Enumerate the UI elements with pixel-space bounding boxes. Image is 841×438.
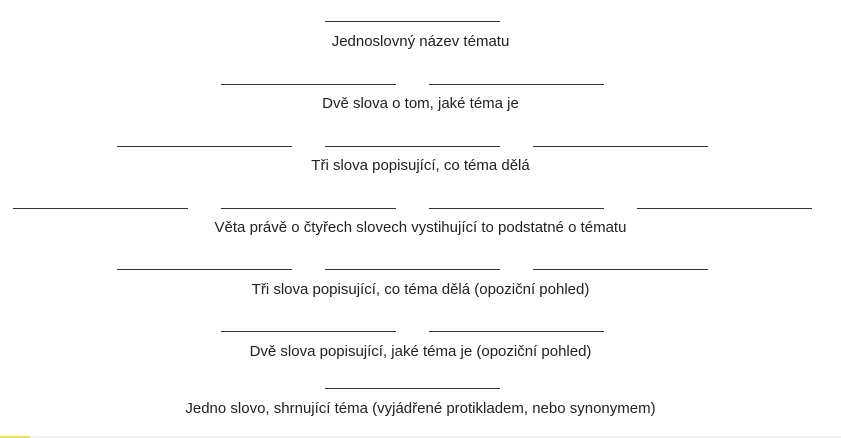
answer-blank-4-1[interactable] (13, 208, 188, 209)
answer-blank-3-1[interactable] (117, 146, 292, 147)
answer-blank-6-1[interactable] (221, 331, 396, 332)
line-2-caption: Dvě slova o tom, jaké téma je (322, 95, 519, 112)
answer-blank-4-4[interactable] (637, 208, 812, 209)
answer-blank-1-1[interactable] (325, 21, 500, 22)
answer-blank-4-2[interactable] (221, 208, 396, 209)
line-6-caption: Dvě slova popisující, jaké téma je (opoziční pohled) (249, 343, 592, 360)
answer-blank-5-3[interactable] (533, 269, 708, 270)
answer-blank-3-3[interactable] (533, 146, 708, 147)
line-4-caption: Věta právě o čtyřech slovech vystihující to podstatné o tématu (214, 219, 627, 236)
answer-blank-5-2[interactable] (325, 269, 500, 270)
line-5-caption: Tři slova popisující, co téma dělá (opoziční pohled) (251, 281, 590, 298)
answer-blank-7-1[interactable] (325, 388, 500, 389)
answer-blank-5-1[interactable] (117, 269, 292, 270)
line-3-caption: Tři slova popisující, co téma dělá (311, 157, 530, 174)
line-1-caption: Jednoslovný název tématu (331, 33, 510, 50)
answer-blank-4-3[interactable] (429, 208, 604, 209)
answer-blank-6-2[interactable] (429, 331, 604, 332)
answer-blank-2-1[interactable] (221, 84, 396, 85)
line-7-caption: Jedno slovo, shrnující téma (vyjádřené protikladem, nebo synonymem) (185, 400, 656, 417)
answer-blank-3-2[interactable] (325, 146, 500, 147)
answer-blank-2-2[interactable] (429, 84, 604, 85)
